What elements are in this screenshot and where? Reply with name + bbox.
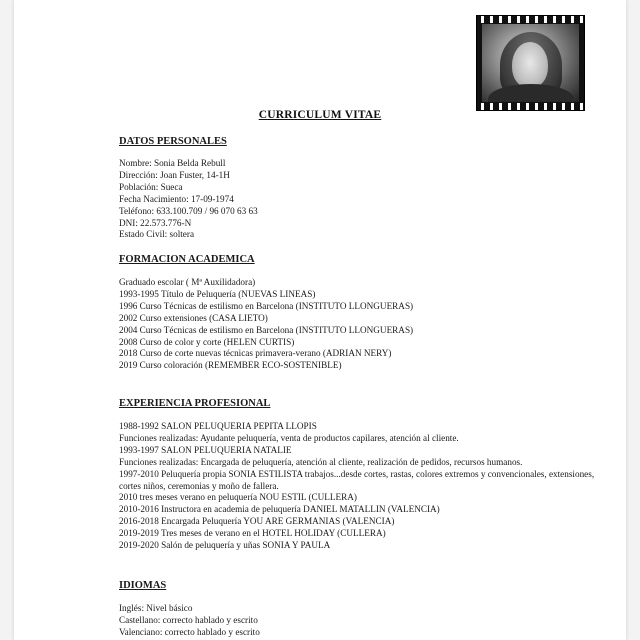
experience-line: Funciones realizadas: Encargada de peluquería, atención al cliente, realización de pedidos, recursos humanos. bbox=[119, 456, 523, 467]
experience-line: 2010 tres meses verano en peluquería NOU ESTIL (CULLERA) bbox=[119, 492, 357, 503]
document-title: CURRICULUM VITAE bbox=[258, 109, 382, 121]
language-line: Castellano: correcto hablado y escrito bbox=[119, 614, 258, 625]
experience-line: 1993-1997 SALON PELUQUERIA NATALIE bbox=[119, 444, 292, 455]
experience-line: 2019-2019 Tres meses de verano en el HOTEL HOLIDAY (CULLERA) bbox=[119, 528, 386, 539]
experience-line: 2010-2016 Instructora en academia de peluquería DANIEL MATALLIN (VALENCIA) bbox=[119, 504, 440, 515]
experience-line: 1997-2010 Peluquería propia SONIA ESTILISTA trabajos...desde cortes, rastas, colores extremos y convencionales, extensiones, cortes niños, ceremonias y moño de fallera. bbox=[119, 468, 595, 491]
document-page bbox=[14, 0, 626, 640]
section-heading-education: FORMACION ACADEMICA bbox=[119, 254, 255, 265]
experience-line: 1988-1992 SALON PELUQUERIA PEPITA LLOPIS bbox=[119, 421, 317, 431]
experience-line: 2016-2018 Encargada Peluquería YOU ARE GERMANIAS (VALENCIA) bbox=[119, 516, 395, 527]
languages-list bbox=[119, 603, 609, 639]
personal-line: Población: Sueca bbox=[119, 181, 183, 192]
portrait-face bbox=[512, 42, 548, 88]
section-personal bbox=[119, 136, 609, 241]
education-line: 1993-1995 Título de Peluquería (NUEVAS LINEAS) bbox=[119, 288, 316, 299]
section-heading-experience: EXPERIENCIA PROFESIONAL bbox=[119, 398, 271, 409]
section-experience bbox=[119, 398, 609, 552]
education-line: 2008 Curso de color y corte (HELEN CURTIS) bbox=[119, 336, 295, 347]
education-line: 1996 Curso Técnicas de estilismo en Barcelona (INSTITUTO LLONGUERAS) bbox=[119, 300, 414, 311]
education-line: 2018 Curso de corte nuevas técnicas primavera-verano (ADRIAN NERY) bbox=[119, 348, 392, 359]
personal-line: Dirección: Joan Fuster, 14-1H bbox=[119, 169, 230, 180]
language-line: Valenciano: correcto hablado y escrito bbox=[119, 626, 260, 637]
language-line: Inglés: Nivel básico bbox=[119, 603, 193, 613]
film-strip-top bbox=[477, 16, 584, 23]
personal-line: DNI: 22.573.776-N bbox=[119, 217, 192, 228]
section-heading-languages: IDIOMAS bbox=[119, 580, 167, 591]
education-line: 2002 Curso extensiones (CASA LIETO) bbox=[119, 312, 268, 323]
section-languages bbox=[119, 580, 609, 639]
personal-line: Estado Civil: soltera bbox=[119, 229, 195, 240]
education-line: 2019 Curso coloración (REMEMBER ECO-SOSTENIBLE) bbox=[119, 360, 342, 371]
section-education bbox=[119, 254, 609, 372]
personal-line: Nombre: Sonia Belda Rebull bbox=[119, 158, 226, 168]
portrait-image bbox=[482, 24, 579, 102]
education-line: Graduado escolar ( Mª Auxilidadora) bbox=[119, 277, 256, 287]
personal-list bbox=[119, 158, 609, 241]
education-list bbox=[119, 277, 609, 372]
experience-line: 2019-2020 Salón de peluquería y uñas SONIA Y PAULA bbox=[119, 540, 331, 551]
experience-line: Funciones realizadas: Ayudante peluquería, venta de productos capilares, atención al cliente. bbox=[119, 432, 459, 443]
personal-line: Teléfono: 633.100.709 / 96 070 63 63 bbox=[119, 205, 258, 216]
section-heading-personal: DATOS PERSONALES bbox=[119, 136, 227, 147]
experience-list bbox=[119, 421, 609, 552]
profile-photo bbox=[476, 15, 585, 111]
education-line: 2004 Curso Técnicas de estilismo en Barcelona (INSTITUTO LLONGUERAS) bbox=[119, 324, 414, 335]
personal-line: Fecha Nacimiento: 17-09-1974 bbox=[119, 193, 234, 204]
